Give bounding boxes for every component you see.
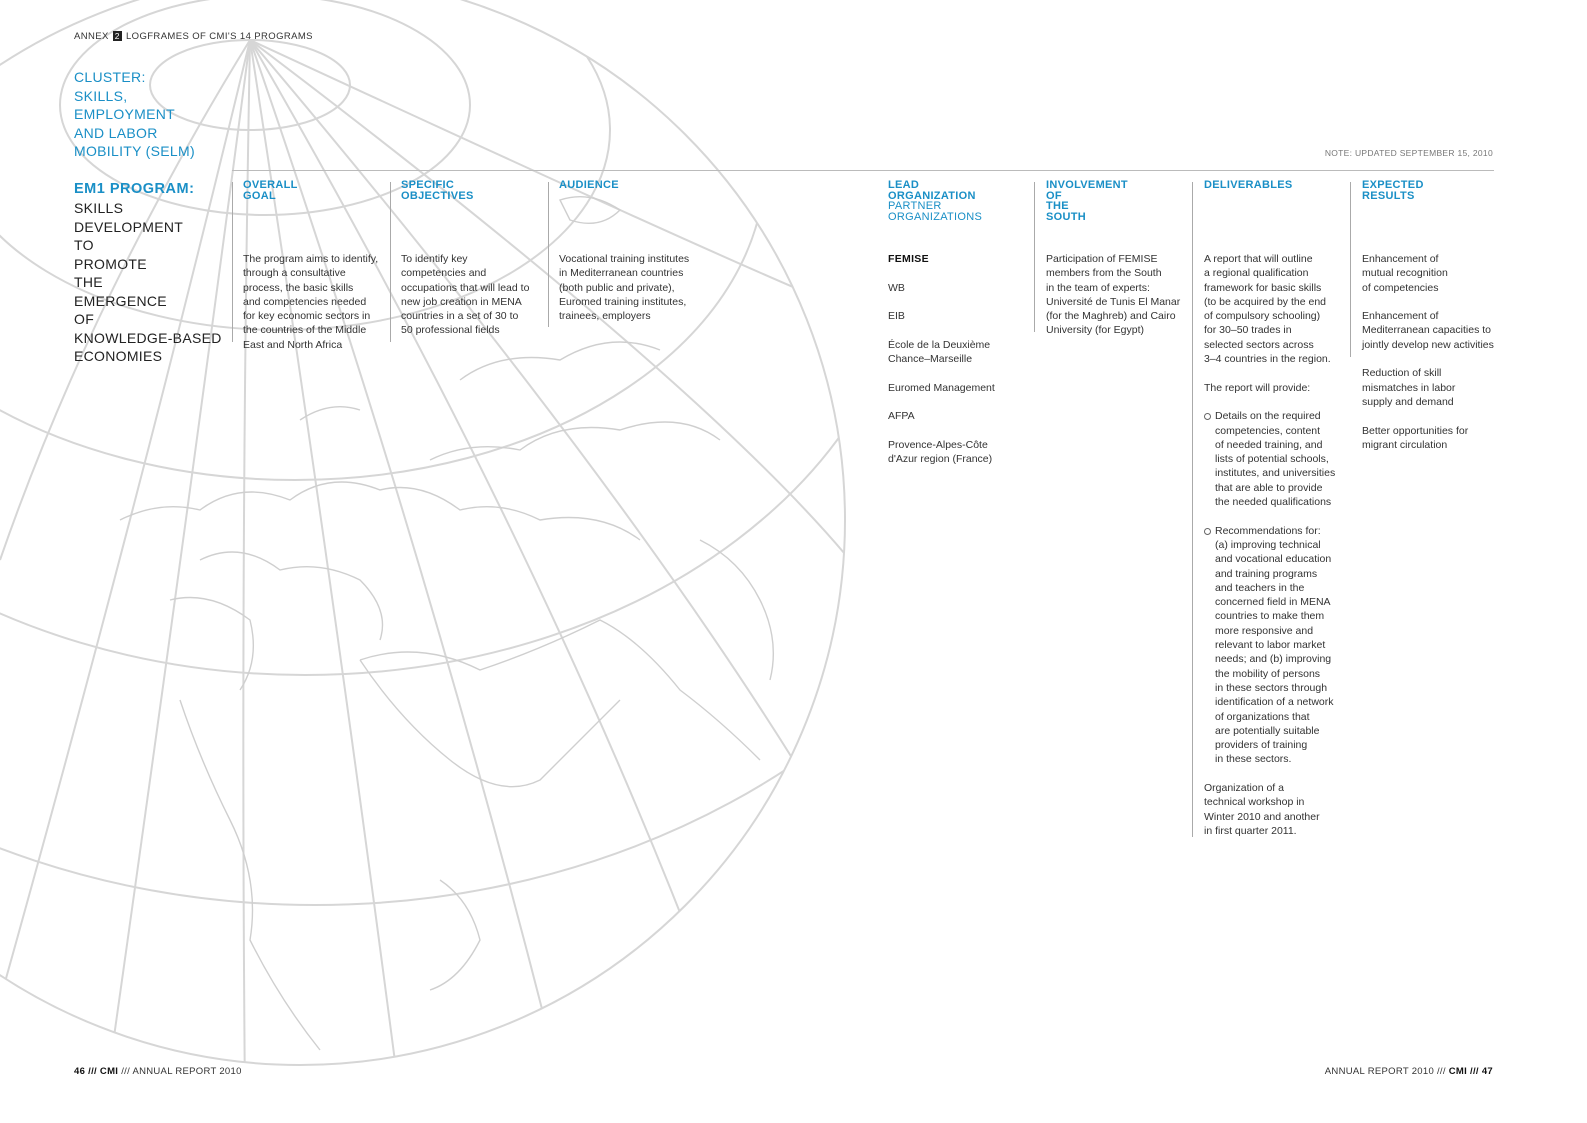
column-divider — [390, 182, 391, 342]
heading-line: ORGANIZATION — [888, 189, 976, 202]
text-line: selected sectors across — [1204, 338, 1314, 351]
text-line: of organizations that — [1215, 710, 1310, 723]
heading-line: OBJECTIVES — [401, 189, 474, 202]
org-name: Chance–Marseille — [888, 353, 973, 366]
result-item — [1362, 252, 1502, 295]
text-line: for 30–50 trades in — [1204, 324, 1292, 337]
text-line: needs; and (b) improving — [1215, 653, 1332, 666]
text-line: through a consultative — [243, 267, 346, 280]
footer-brand: CMI — [99, 1066, 119, 1077]
overall-goal-heading — [243, 180, 385, 201]
text-line: (for the Maghreb) and Cairo — [1046, 310, 1176, 323]
org-name: FEMISE — [888, 253, 929, 265]
specific-objectives-heading — [401, 180, 543, 201]
column-divider — [232, 182, 233, 342]
text-line: new job creation in MENA — [401, 295, 522, 308]
organization-item — [888, 438, 1033, 467]
deliverables-text — [1204, 252, 1349, 838]
bullet-circle-icon — [1204, 528, 1211, 535]
organization-item — [888, 409, 1033, 423]
program-name-line: EMERGENCE — [74, 292, 167, 309]
heading-line: DELIVERABLES — [1204, 179, 1293, 191]
deliverables-workshop — [1204, 781, 1349, 838]
text-line: supply and demand — [1362, 395, 1454, 408]
audience-heading — [559, 180, 701, 191]
text-line: providers of training — [1215, 739, 1308, 752]
footer-separator: /// — [1470, 1066, 1479, 1077]
text-line: 3–4 countries in the region. — [1204, 353, 1331, 366]
column-audience — [559, 179, 701, 323]
org-name: Provence-Alpes-Côte — [888, 438, 988, 451]
footer-report-title: ANNUAL REPORT 2010 — [1324, 1066, 1435, 1077]
text-line: Details on the required — [1215, 410, 1321, 423]
heading-line: LEAD — [888, 179, 920, 191]
program-name-line: THE — [74, 274, 103, 290]
org-name: WB — [888, 281, 905, 294]
text-line: Recommendations for: — [1215, 524, 1321, 537]
text-line: and teachers in the — [1215, 581, 1305, 594]
text-line: To identify key — [401, 253, 468, 265]
column-expected-results — [1362, 179, 1502, 451]
text-line: countries to make them — [1215, 610, 1325, 623]
involvement-text — [1046, 252, 1191, 338]
text-line: of needed training, and — [1215, 438, 1323, 451]
text-line: and training programs — [1215, 567, 1318, 580]
text-line: (to be acquired by the end — [1204, 295, 1327, 308]
text-line: Reduction of skill — [1362, 367, 1442, 380]
heading-line: THE — [1046, 200, 1069, 212]
update-note: NOTE: UPDATED SEPTEMBER 15, 2010 — [1324, 148, 1493, 158]
text-line: Better opportunities for — [1362, 424, 1469, 437]
organization-item — [888, 309, 1033, 323]
annex-prefix: ANNEX — [74, 31, 109, 42]
text-line: The program aims to identify, — [243, 253, 379, 265]
cluster-line: MOBILITY (SELM) — [74, 143, 195, 159]
text-line: Enhancement of — [1362, 310, 1439, 323]
column-overall-goal — [243, 179, 385, 351]
text-line: process, the basic skills — [243, 281, 354, 294]
text-line: Mediterranean capacities to — [1362, 324, 1491, 337]
text-line: that are able to provide — [1215, 481, 1323, 494]
text-line: for key economic sectors in — [243, 310, 371, 323]
audience-text — [559, 252, 704, 323]
column-specific-objectives — [401, 179, 543, 337]
deliverables-provide-label: The report will provide: — [1204, 381, 1311, 394]
text-line: and vocational education — [1215, 553, 1332, 566]
program-name-line: KNOWLEDGE-BASED — [74, 329, 222, 346]
text-line: Enhancement of — [1362, 253, 1439, 265]
footer-left — [74, 1066, 242, 1077]
organization-item — [888, 281, 1033, 295]
program-name — [74, 199, 234, 366]
org-name: EIB — [888, 310, 905, 323]
text-line: University (for Egypt) — [1046, 324, 1145, 337]
organization-item — [888, 252, 1033, 266]
page-number: 46 — [74, 1066, 86, 1077]
result-item — [1362, 309, 1502, 352]
text-line: framework for basic skills — [1204, 281, 1322, 294]
text-line: trainees, employers — [559, 310, 651, 323]
annex-number-badge: 2 — [114, 31, 120, 41]
heading-line: SOUTH — [1046, 210, 1086, 223]
org-name: Euromed Management — [888, 381, 995, 394]
text-line: occupations that will lead to — [401, 281, 530, 294]
org-name: École de la Deuxième — [888, 338, 991, 351]
text-line: in these sectors through — [1215, 681, 1328, 694]
text-line: the needed qualifications — [1215, 496, 1332, 509]
text-line: the countries of the Middle — [243, 324, 367, 337]
column-divider — [1034, 182, 1035, 332]
heading-line: RESULTS — [1362, 189, 1415, 202]
text-line: (a) improving technical — [1215, 538, 1321, 551]
text-line: in the team of experts: — [1046, 281, 1150, 294]
text-line: identification of a network — [1215, 696, 1334, 709]
column-involvement — [1046, 179, 1188, 337]
heading-line: OVERALL — [243, 179, 298, 191]
text-line: of compulsory schooling) — [1204, 310, 1321, 323]
text-line: in Mediterranean countries — [559, 267, 684, 280]
text-line: a regional qualification — [1204, 267, 1309, 280]
deliverables-bullet — [1204, 409, 1349, 509]
text-line: the mobility of persons — [1215, 667, 1321, 680]
column-deliverables — [1204, 179, 1346, 837]
organization-item — [888, 338, 1033, 367]
text-line: competencies and — [401, 267, 487, 280]
org-name: d'Azur region (France) — [888, 453, 993, 466]
text-line: A report that will outline — [1204, 253, 1313, 265]
text-line: lists of potential schools, — [1215, 453, 1329, 466]
text-line: competencies, content — [1215, 424, 1321, 437]
organization-item — [888, 381, 1033, 395]
column-lead-organization — [888, 179, 1030, 466]
program-name-line: OF — [74, 311, 95, 327]
program-name-line: DEVELOPMENT — [74, 218, 184, 235]
heading-line: OF — [1046, 189, 1062, 202]
text-line: are potentially suitable — [1215, 724, 1320, 737]
heading-line: INVOLVEMENT — [1046, 179, 1128, 191]
footer-report-title: ANNUAL REPORT 2010 — [132, 1066, 242, 1077]
text-line: Participation of FEMISE — [1046, 253, 1158, 265]
overall-goal-text — [243, 252, 388, 352]
lead-organization-heading — [888, 180, 1030, 222]
column-divider — [1192, 182, 1193, 837]
text-line: institutes, and universities — [1215, 467, 1336, 480]
result-item — [1362, 424, 1502, 453]
text-line: Organization of a — [1204, 781, 1284, 794]
deliverables-intro — [1204, 252, 1349, 366]
text-line: and competencies needed — [243, 295, 367, 308]
cluster-line: AND LABOR — [74, 124, 158, 141]
result-item — [1362, 366, 1502, 409]
text-line: (both public and private), — [559, 281, 675, 294]
text-line: Vocational training institutes — [559, 253, 690, 265]
partner-organizations-list — [888, 252, 1033, 481]
program-name-line: SKILLS — [74, 200, 124, 216]
page-number: 47 — [1481, 1066, 1493, 1077]
footer-separator: /// — [121, 1066, 131, 1077]
program-name-line: ECONOMIES — [74, 348, 163, 364]
text-line: mutual recognition — [1362, 267, 1448, 280]
heading-line: AUDIENCE — [559, 179, 619, 191]
footer-right — [1325, 1066, 1493, 1077]
org-name: AFPA — [888, 410, 915, 423]
text-line: Winter 2010 and another — [1204, 810, 1320, 823]
header-divider — [232, 170, 1494, 171]
text-line: more responsive and — [1215, 624, 1314, 637]
cluster-line: CLUSTER: — [74, 69, 146, 85]
heading-line: SPECIFIC — [401, 179, 455, 191]
program-name-line: PROMOTE — [74, 255, 147, 272]
heading-line: GOAL — [243, 189, 276, 202]
program-title: EM1 PROGRAM: — [74, 181, 195, 197]
involvement-heading — [1046, 180, 1188, 222]
text-line: technical workshop in — [1204, 796, 1305, 809]
text-line: in first quarter 2011. — [1204, 824, 1297, 837]
deliverables-heading — [1204, 180, 1346, 191]
heading-line: EXPECTED — [1362, 179, 1424, 191]
text-line: Euromed training institutes, — [559, 295, 687, 308]
annex-title: LOGFRAMES OF CMI'S 14 PROGRAMS — [125, 31, 313, 42]
text-line: jointly develop new activities — [1362, 338, 1494, 351]
heading-line: ORGANIZATIONS — [888, 210, 983, 223]
cluster-line: EMPLOYMENT — [74, 106, 176, 122]
text-line: of competencies — [1362, 281, 1439, 294]
bullet-circle-icon — [1204, 413, 1211, 420]
program-block — [74, 180, 234, 366]
program-name-line: TO — [74, 237, 94, 253]
expected-results-text — [1362, 252, 1502, 452]
text-line: mismatches in labor — [1362, 381, 1456, 394]
text-line: relevant to labor market — [1215, 639, 1326, 652]
column-divider — [1350, 182, 1351, 357]
text-line: members from the South — [1046, 267, 1162, 280]
text-line: concerned field in MENA — [1215, 596, 1331, 609]
footer-separator: /// — [1436, 1066, 1446, 1077]
text-line: East and North Africa — [243, 338, 343, 351]
heading-line: PARTNER — [888, 200, 942, 212]
specific-objectives-text — [401, 252, 546, 338]
cluster-line: SKILLS, — [74, 87, 128, 104]
deliverables-bullet — [1204, 524, 1349, 767]
text-line: Université de Tunis El Manar — [1046, 295, 1181, 308]
text-line: countries in a set of 30 to — [401, 310, 519, 323]
text-line: 50 professional fields — [401, 324, 500, 337]
text-line: migrant circulation — [1362, 438, 1448, 451]
footer-separator: /// — [88, 1066, 97, 1077]
annex-header — [74, 31, 313, 42]
text-line: in these sectors. — [1215, 753, 1292, 766]
expected-results-heading — [1362, 180, 1502, 201]
cluster-title — [74, 68, 224, 161]
column-divider — [548, 182, 549, 327]
footer-brand: CMI — [1448, 1066, 1468, 1077]
